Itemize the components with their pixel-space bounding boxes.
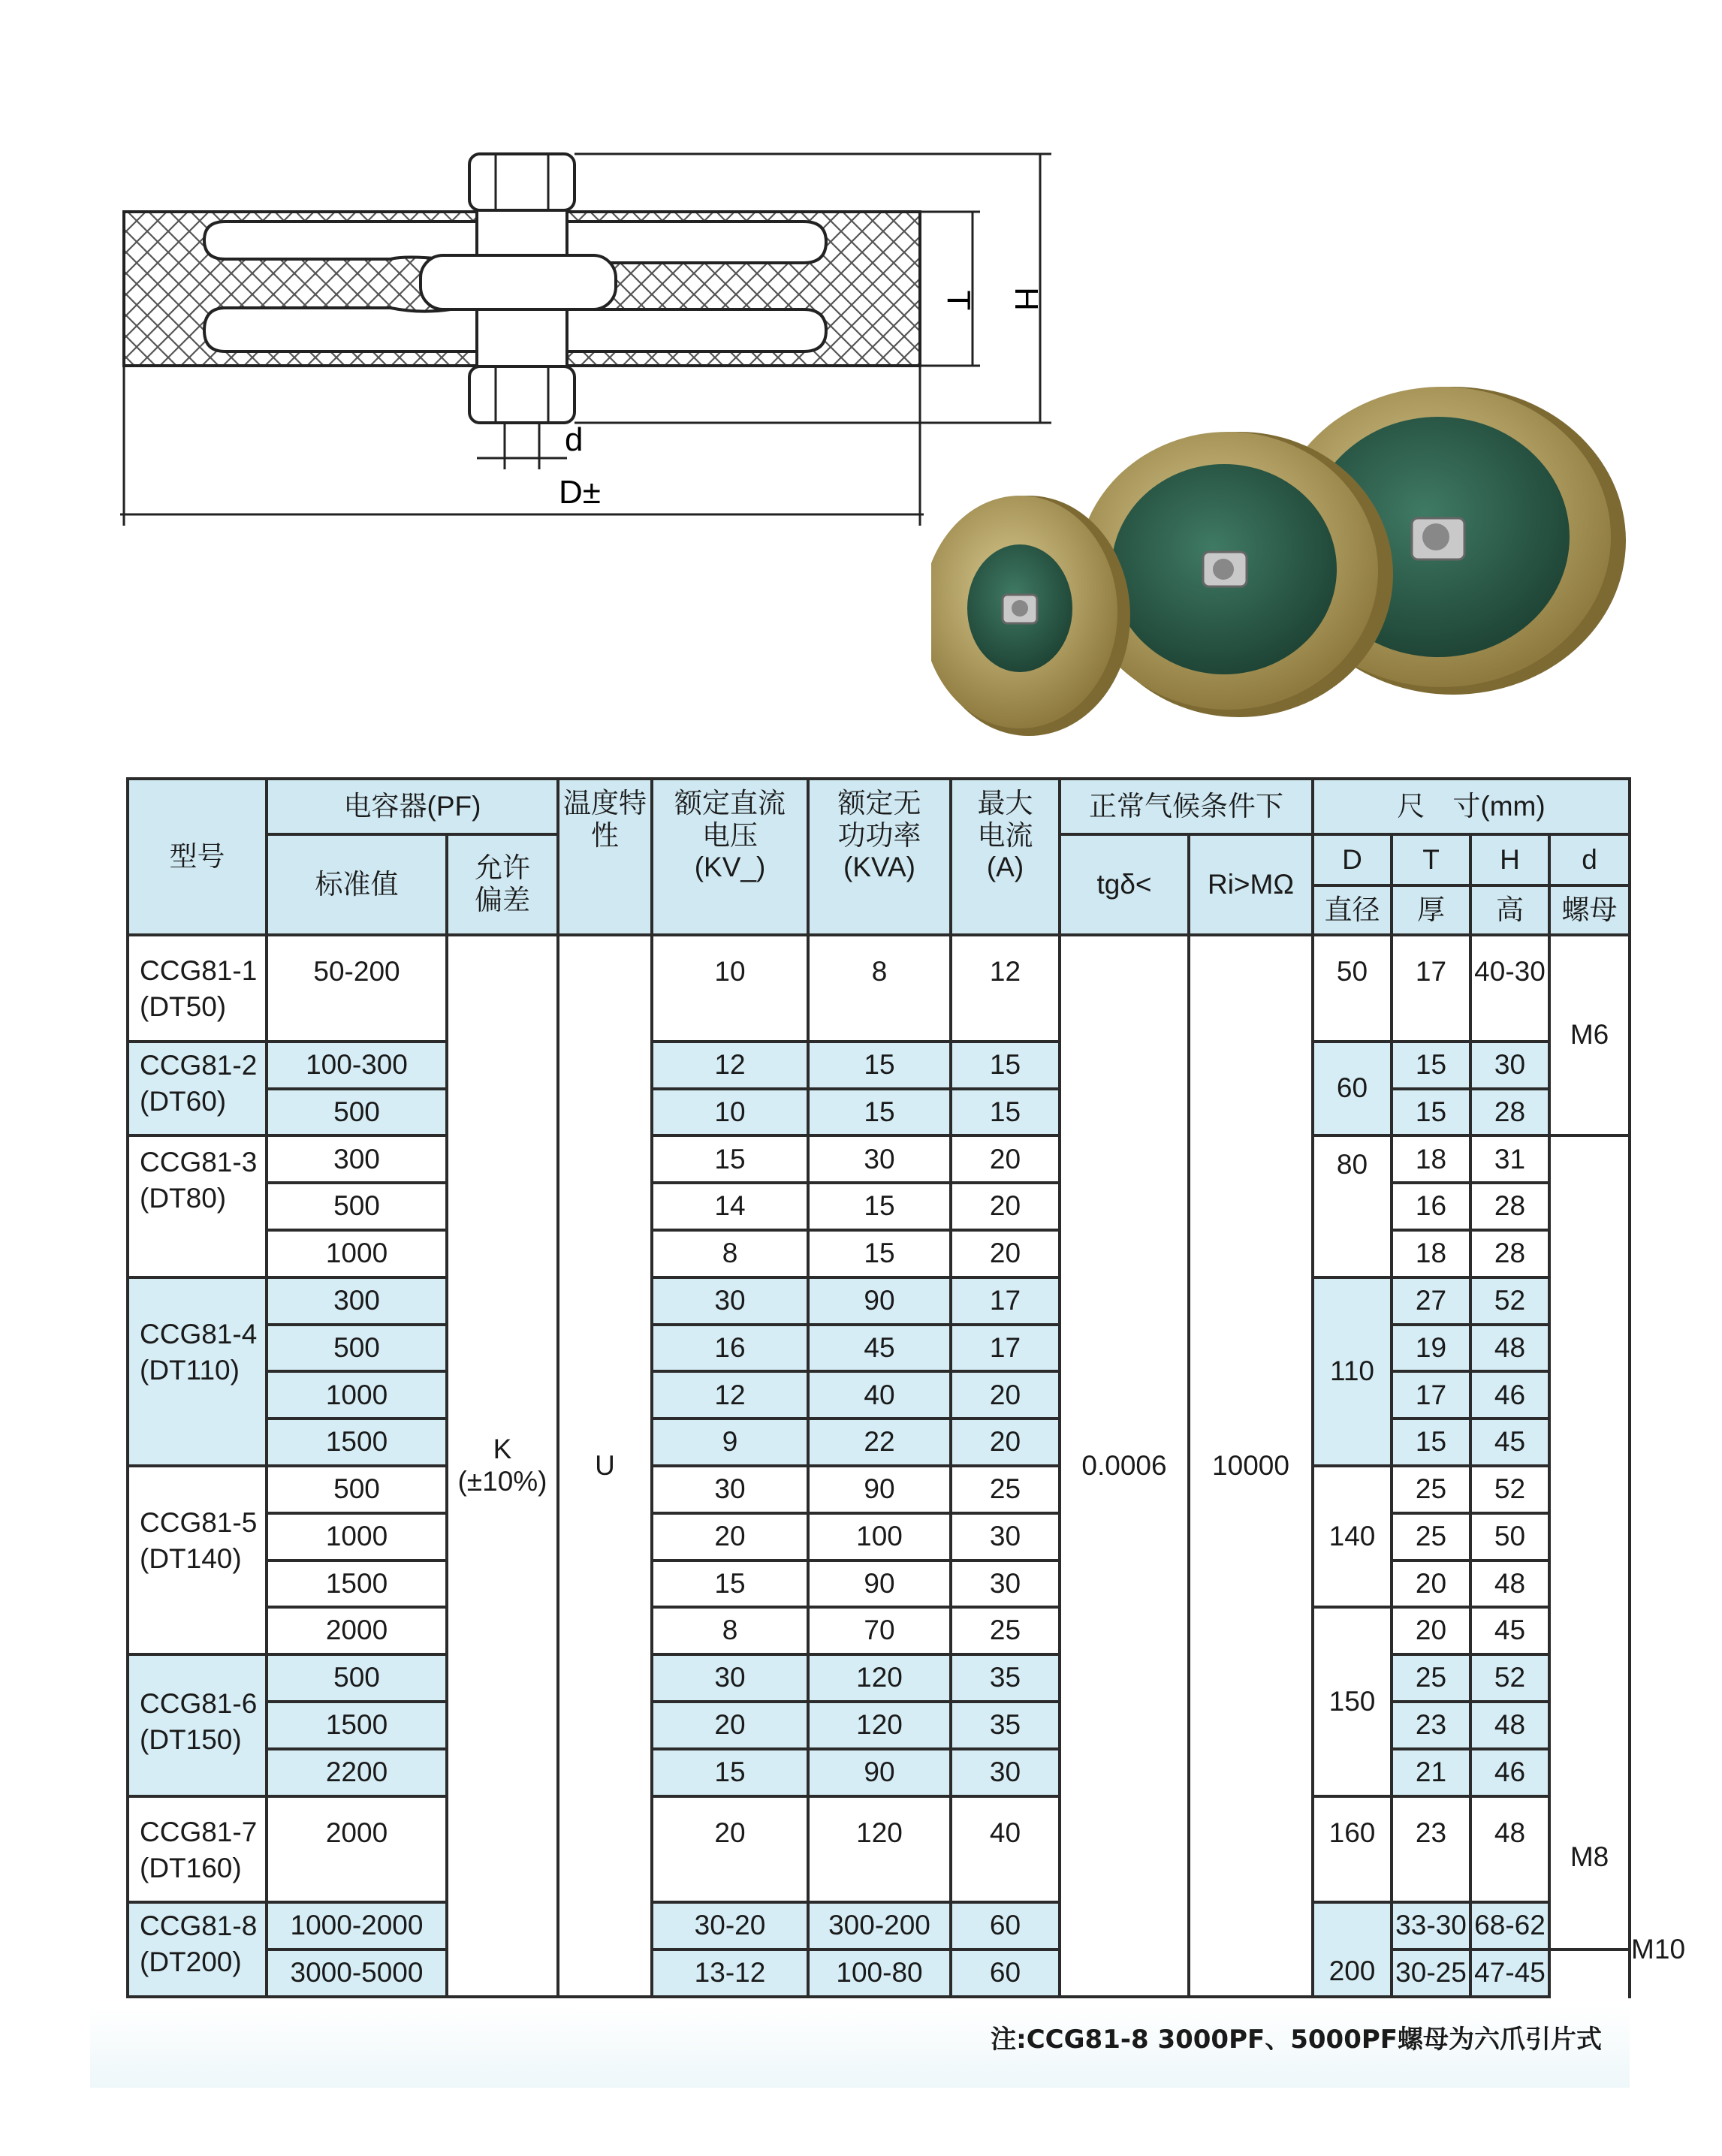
model-cell: CCG81-5 (DT140) <box>128 1466 267 1654</box>
kv-cell: 15 <box>652 1135 808 1183</box>
kv-cell: 30 <box>652 1466 808 1513</box>
cap-cell: 3000-5000 <box>267 1949 447 1997</box>
small-capacitor <box>931 496 1130 736</box>
current-cell: 17 <box>951 1277 1060 1325</box>
kva-cell: 8 <box>808 935 951 1042</box>
cap-cell: 500 <box>267 1089 447 1136</box>
dim-thickness-cell: 25 <box>1392 1513 1470 1560</box>
dim-thickness-cell: 15 <box>1392 1089 1470 1136</box>
current-cell: 20 <box>951 1371 1060 1419</box>
kva-cell: 100 <box>808 1513 951 1560</box>
current-cell: 30 <box>951 1560 1060 1608</box>
label-h: H <box>1008 287 1045 311</box>
current-cell: 20 <box>951 1135 1060 1183</box>
header-dim-thickness: 厚 <box>1392 885 1470 935</box>
dim-thickness-cell: 25 <box>1392 1466 1470 1513</box>
header-capacitor: 电容器(PF) <box>267 779 558 834</box>
model-cell: CCG81-1 (DT50) <box>128 935 267 1042</box>
top-nut <box>469 154 575 210</box>
header-dim-h: H <box>1470 834 1549 885</box>
header-dim-d-upper: D <box>1313 834 1392 885</box>
current-cell: 12 <box>951 935 1060 1042</box>
nut-m8-cell: M8 <box>1549 1135 1630 1949</box>
current-cell: 60 <box>951 1949 1060 1997</box>
tolerance-cell: K (±10%) <box>447 935 558 1997</box>
nut-m6-cell: M6 <box>1549 935 1630 1135</box>
model-cell: CCG81-8 (DT200) <box>128 1902 267 1997</box>
current-cell: 25 <box>951 1466 1060 1513</box>
dim-diameter-cell: 140 <box>1313 1466 1392 1607</box>
header-dimensions: 尺 寸(mm) <box>1313 779 1630 834</box>
kva-cell: 70 <box>808 1607 951 1654</box>
dim-height-cell: 30 <box>1470 1042 1549 1089</box>
dim-thickness-cell: 30-25 <box>1392 1949 1470 1997</box>
kva-cell: 15 <box>808 1042 951 1089</box>
kv-cell: 8 <box>652 1607 808 1654</box>
current-cell: 20 <box>951 1419 1060 1466</box>
cap-cell: 1000 <box>267 1230 447 1277</box>
dim-height-cell: 52 <box>1470 1654 1549 1702</box>
header-rated-dc-voltage-unit: (KV_) <box>694 852 766 883</box>
dim-thickness-cell: 15 <box>1392 1042 1470 1089</box>
specification-table: 型号 电容器(PF) 温度特性 额定直流电压 (KV_) 额定无功功率 (KVA) 最大电流 (A) 正常气候条件下 尺 寸(mm) 标准值 允许偏差 tgδ< Ri>MΩ D T H d 直径 厚 高 螺母 CCG81-1 (DT50) 50-200 K (±10%) U 10 8 12 0.0006 10000 50 17 40-30 M6 CCG81-2 (DT60) 100-300 12 15 15 60 15 30 500 10 15 15 15 28 CCG81-3 (DT80) 300 15 30 20 80 18 31 M8 500 14 15 20 16 28 1000 8 15 20 18 28 CCG81-4 (DT110) 300 30 90 17 110 27 52 500 16 45 17 19 48 1000 12 40 20 17 46 1500 9 22 20 15 45 CCG81-5 (DT140) 500 30 90 25 140 25 52 1000 20 100 30 25 50 1500 15 90 30 20 48 2000 8 70 25 150 20 45 CCG81-6 (DT150) 500 30 120 35 25 52 1500 20 120 35 23 48 2200 15 90 30 21 46 CCG81-7 (DT160) 2000 20 120 40 160 23 48 CCG81-8 (DT200) 1000-2000 30-20 300-200 60 200 33-30 68-62 M10 3000-5000 13-12 100-80 60 30-25 47-45 <box>126 777 1631 1998</box>
kv-cell: 15 <box>652 1749 808 1796</box>
kva-cell: 30 <box>808 1135 951 1183</box>
cap-cell: 1500 <box>267 1419 447 1466</box>
cap-cell: 500 <box>267 1325 447 1372</box>
kva-cell: 120 <box>808 1654 951 1702</box>
dim-diameter-cell: 80 <box>1313 1135 1392 1277</box>
cap-cell: 1000 <box>267 1513 447 1560</box>
header-max-current-unit: (A) <box>986 852 1024 883</box>
model-cell: CCG81-2 (DT60) <box>128 1042 267 1136</box>
header-model: 型号 <box>128 779 267 935</box>
dim-height-cell: 28 <box>1470 1230 1549 1277</box>
dim-diameter-cell: 50 <box>1313 935 1392 1042</box>
capacitor-cross-section-diagram <box>0 0 1066 541</box>
current-cell: 15 <box>951 1042 1060 1089</box>
tg-cell: 0.0006 <box>1060 935 1189 1997</box>
dim-thickness-cell: 23 <box>1392 1796 1470 1903</box>
cap-cell: 50-200 <box>267 935 447 1042</box>
inner-contact <box>421 255 616 309</box>
model-cell: CCG81-7 (DT160) <box>128 1796 267 1903</box>
current-cell: 35 <box>951 1702 1060 1749</box>
dim-thickness-cell: 18 <box>1392 1230 1470 1277</box>
dim-thickness-cell: 21 <box>1392 1749 1470 1796</box>
header-rated-reactive-power <box>808 779 951 935</box>
kv-cell: 10 <box>652 935 808 1042</box>
dim-diameter-cell: 160 <box>1313 1796 1392 1903</box>
dim-height-cell: 46 <box>1470 1749 1549 1796</box>
kv-cell: 30 <box>652 1277 808 1325</box>
current-cell: 35 <box>951 1654 1060 1702</box>
current-cell: 40 <box>951 1796 1060 1903</box>
kv-cell: 15 <box>652 1560 808 1608</box>
header-dim-d-lower: d <box>1549 834 1630 885</box>
kva-cell: 120 <box>808 1796 951 1903</box>
header-tolerance: 允许偏差 <box>447 834 558 935</box>
cap-cell: 500 <box>267 1654 447 1702</box>
current-cell: 15 <box>951 1089 1060 1136</box>
kv-cell: 30-20 <box>652 1902 808 1949</box>
temp-char-cell: U <box>558 935 652 1997</box>
label-t: T <box>940 290 977 311</box>
kva-cell: 15 <box>808 1230 951 1277</box>
header-rated-reactive-power-text: 额定无功功率 <box>837 788 921 851</box>
kv-cell: 30 <box>652 1654 808 1702</box>
kv-cell: 20 <box>652 1702 808 1749</box>
header-dim-height: 高 <box>1470 885 1549 935</box>
dim-height-cell: 48 <box>1470 1325 1549 1372</box>
kva-cell: 90 <box>808 1466 951 1513</box>
dim-height-cell: 47-45 <box>1470 1949 1549 1997</box>
kva-cell: 90 <box>808 1560 951 1608</box>
cap-cell: 500 <box>267 1183 447 1230</box>
dim-thickness-cell: 20 <box>1392 1560 1470 1608</box>
cap-cell: 2200 <box>267 1749 447 1796</box>
dim-height-cell: 45 <box>1470 1419 1549 1466</box>
dim-height-cell: 68-62 <box>1470 1902 1549 1949</box>
model-cell: CCG81-3 (DT80) <box>128 1135 267 1277</box>
dim-height-cell: 48 <box>1470 1560 1549 1608</box>
header-max-current-text: 最大电流 <box>977 788 1033 851</box>
kva-cell: 15 <box>808 1183 951 1230</box>
cap-cell: 500 <box>267 1466 447 1513</box>
kva-cell: 40 <box>808 1371 951 1419</box>
header-rated-dc-voltage <box>652 779 808 935</box>
header-dim-t: T <box>1392 834 1470 885</box>
footnote: 注:CCG81-8 3000PF、5000PF螺母为六爪引片式 <box>991 2025 1602 2055</box>
header-tg: tgδ< <box>1060 834 1189 935</box>
cap-cell: 1500 <box>267 1560 447 1608</box>
dim-thickness-cell: 18 <box>1392 1135 1470 1183</box>
kv-cell: 12 <box>652 1371 808 1419</box>
kva-cell: 22 <box>808 1419 951 1466</box>
dim-height-cell: 31 <box>1470 1135 1549 1183</box>
dim-thickness-cell: 33-30 <box>1392 1902 1470 1949</box>
dim-thickness-cell: 19 <box>1392 1325 1470 1372</box>
dim-height-cell: 50 <box>1470 1513 1549 1560</box>
cap-cell: 1500 <box>267 1702 447 1749</box>
dim-diameter-cell: 150 <box>1313 1607 1392 1796</box>
header-max-current <box>951 779 1060 935</box>
cap-cell: 2000 <box>267 1607 447 1654</box>
dim-height-cell: 28 <box>1470 1183 1549 1230</box>
current-cell: 20 <box>951 1230 1060 1277</box>
model-cell: CCG81-4 (DT110) <box>128 1277 267 1466</box>
kva-cell: 120 <box>808 1702 951 1749</box>
dim-thickness-cell: 17 <box>1392 935 1470 1042</box>
dim-diameter-cell: 60 <box>1313 1042 1392 1136</box>
ri-cell: 10000 <box>1189 935 1313 1997</box>
kv-cell: 13-12 <box>652 1949 808 1997</box>
cap-cell: 300 <box>267 1135 447 1183</box>
dim-height-cell: 46 <box>1470 1371 1549 1419</box>
dim-thickness-cell: 23 <box>1392 1702 1470 1749</box>
current-cell: 30 <box>951 1513 1060 1560</box>
dim-height-cell: 48 <box>1470 1796 1549 1903</box>
current-cell: 20 <box>951 1183 1060 1230</box>
kv-cell: 20 <box>652 1513 808 1560</box>
current-cell: 30 <box>951 1749 1060 1796</box>
current-cell: 25 <box>951 1607 1060 1654</box>
dim-height-cell: 52 <box>1470 1277 1549 1325</box>
kva-cell: 100-80 <box>808 1949 951 1997</box>
current-cell: 60 <box>951 1902 1060 1949</box>
kva-cell: 45 <box>808 1325 951 1372</box>
kva-cell: 90 <box>808 1749 951 1796</box>
kv-cell: 14 <box>652 1183 808 1230</box>
dim-height-cell: 48 <box>1470 1702 1549 1749</box>
dim-height-cell: 40-30 <box>1470 935 1549 1042</box>
dim-thickness-cell: 20 <box>1392 1607 1470 1654</box>
kv-cell: 20 <box>652 1796 808 1903</box>
header-normal-climate: 正常气候条件下 <box>1060 779 1313 834</box>
cap-cell: 1000-2000 <box>267 1902 447 1949</box>
kv-cell: 9 <box>652 1419 808 1466</box>
dim-thickness-cell: 17 <box>1392 1371 1470 1419</box>
label-diameter: D± <box>559 474 601 511</box>
kv-cell: 12 <box>652 1042 808 1089</box>
dim-height-cell: 52 <box>1470 1466 1549 1513</box>
label-d: d <box>565 421 584 458</box>
bottom-nut <box>469 366 575 423</box>
kv-cell: 16 <box>652 1325 808 1372</box>
dim-height-cell: 45 <box>1470 1607 1549 1654</box>
cap-cell: 1000 <box>267 1371 447 1419</box>
kva-cell: 15 <box>808 1089 951 1136</box>
dim-thickness-cell: 15 <box>1392 1419 1470 1466</box>
dim-thickness-cell: 25 <box>1392 1654 1470 1702</box>
header-rated-dc-voltage-text: 额定直流电压 <box>674 788 786 851</box>
model-cell: CCG81-6 (DT150) <box>128 1654 267 1796</box>
header-std-value: 标准值 <box>267 834 447 935</box>
header-ri: Ri>MΩ <box>1189 834 1313 935</box>
kv-cell: 10 <box>652 1089 808 1136</box>
dim-height-cell: 28 <box>1470 1089 1549 1136</box>
header-rated-reactive-power-unit: (KVA) <box>843 852 915 883</box>
dim-thickness-cell: 27 <box>1392 1277 1470 1325</box>
kva-cell: 300-200 <box>808 1902 951 1949</box>
kva-cell: 90 <box>808 1277 951 1325</box>
cap-cell: 2000 <box>267 1796 447 1903</box>
dim-diameter-cell: 200 <box>1313 1902 1392 1997</box>
medium-capacitor <box>1078 432 1393 717</box>
capacitor-product-photo <box>931 375 1652 773</box>
header-temp-char: 温度特性 <box>558 779 652 935</box>
dim-diameter-cell: 110 <box>1313 1277 1392 1466</box>
kv-cell: 8 <box>652 1230 808 1277</box>
cap-cell: 300 <box>267 1277 447 1325</box>
header-dim-nut: 螺母 <box>1549 885 1630 935</box>
header-dim-diameter: 直径 <box>1313 885 1392 935</box>
cap-cell: 100-300 <box>267 1042 447 1089</box>
current-cell: 17 <box>951 1325 1060 1372</box>
dim-thickness-cell: 16 <box>1392 1183 1470 1230</box>
